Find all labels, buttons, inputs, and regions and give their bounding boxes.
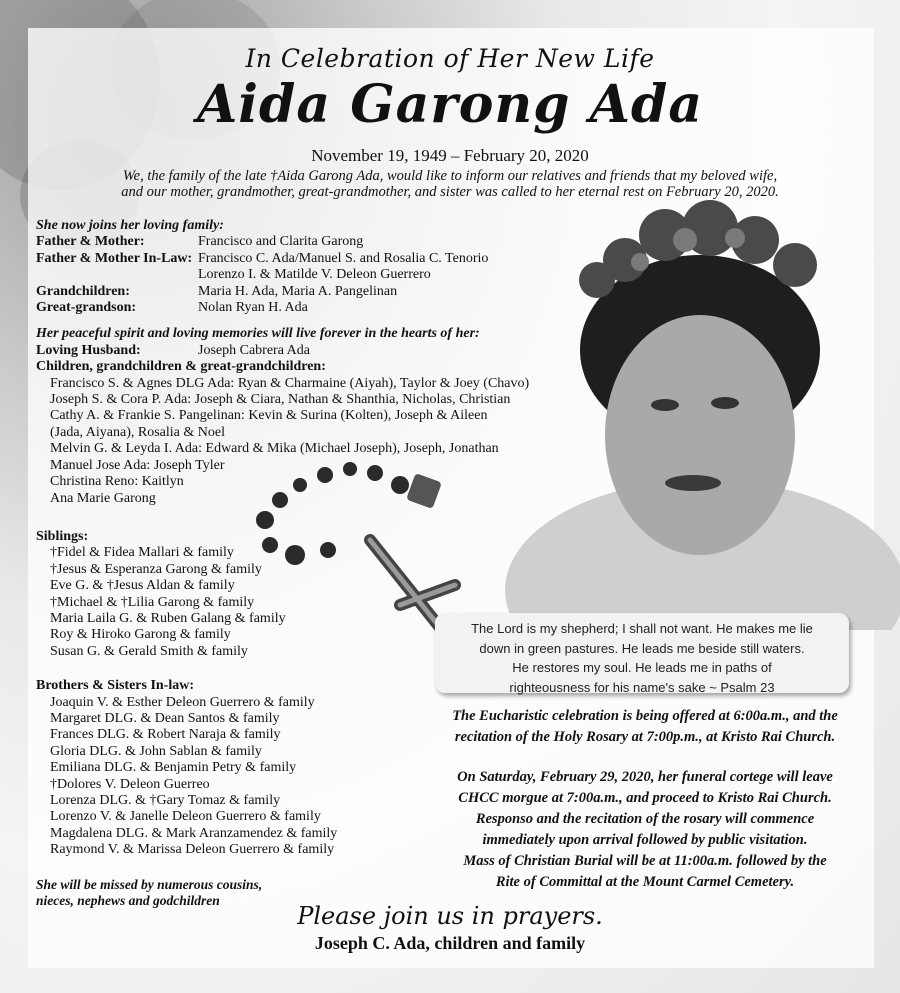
please-join-text: Please join us in prayers. (297, 902, 603, 930)
funeral-info (420, 767, 870, 893)
family-row (36, 267, 556, 283)
family-value: Francisco C. Ada/Manuel S. and Rosalia C. Tenorio (198, 250, 489, 266)
psalm-quote-box (435, 613, 849, 693)
list-item: Melvin G. & Leyda I. Ada: Edward & Mika (Michael Joseph), Joseph, Jonathan (50, 441, 499, 457)
list-item: †Fidel & Fidea Mallari & family (50, 545, 234, 561)
list-item: Roy & Hiroko Garong & family (50, 627, 231, 643)
mass-line: recitation of the Holy Rosary at 7:00p.m., at Kristo Rai Church. (454, 729, 836, 745)
husband-row (36, 343, 556, 359)
family-label: Father & Mother In-Law: (36, 250, 193, 266)
family-row (36, 234, 556, 250)
list-item: Lorenzo V. & Janelle Deleon Guerrero & family (50, 809, 321, 825)
inlaws-heading: Brothers & Sisters In-law: (36, 678, 195, 694)
quote-line: righteousness for his name's sake ~ Psalm 23 (509, 679, 775, 695)
quote-line: down in green pastures. He leads me beside still waters. (479, 640, 805, 656)
family-value: Nolan Ryan H. Ada (198, 300, 308, 316)
list-item: Gloria DLG. & John Sablan & family (50, 743, 262, 759)
intro-line: We, the family of the late †Aida Garong Ada, would like to inform our relatives and friends that my beloved wife, (122, 168, 778, 184)
list-item: Margaret DLG. & Dean Santos & family (50, 710, 280, 726)
quote-line: The Lord is my shepherd; I shall not want. He makes me lie (471, 621, 813, 636)
family-value: Maria H. Ada, Maria A. Pangelinan (198, 283, 398, 299)
list-item: Emiliana DLG. & Benjamin Petry & family (50, 760, 297, 776)
list-item: Raymond V. & Marissa Deleon Guerrero & family (50, 842, 335, 858)
mass-line: The Eucharistic celebration is being offered at 6:00a.m., and the (452, 708, 838, 724)
family-row (36, 300, 556, 316)
list-item: Joseph S. & Cora P. Ada: Joseph & Ciara, Nathan & Shanthia, Nicholas, Christian (50, 392, 511, 408)
deceased-name: Aida Garong Ada (196, 74, 704, 135)
quote-line: He restores my soul. He leads me in paths of (512, 660, 772, 675)
signoff: Joseph C. Ada, children and family (314, 933, 586, 953)
intro-text (0, 168, 900, 200)
family-label (36, 267, 198, 283)
supertitle: In Celebration of Her New Life (245, 44, 655, 73)
list-item: Magdalena DLG. & Mark Aranzamendez & family (50, 825, 338, 841)
list-item: Susan G. & Gerald Smith & family (50, 643, 248, 659)
siblings-heading: Siblings: (36, 528, 89, 544)
list-item: Lorenza DLG. & †Gary Tomaz & family (50, 793, 281, 808)
family-label: Grandchildren: (36, 283, 130, 299)
funeral-line: CHCC morgue at 7:00a.m., and proceed to Kristo Rai Church. (458, 790, 832, 806)
list-item: Cathy A. & Frankie S. Pangelinan: Kevin & Surina (Kolten), Joseph & Aileen (50, 408, 488, 424)
memories-heading: Her peaceful spirit and loving memories will live forever in the hearts of her: (36, 326, 480, 342)
funeral-line: Rite of Committal at the Mount Carmel Cemetery. (495, 874, 795, 890)
list-item: Manuel Jose Ada: Joseph Tyler (50, 457, 225, 473)
family-heading: She now joins her loving family: (36, 218, 224, 233)
mass-info (420, 706, 870, 748)
list-item: Maria Laila G. & Ruben Galang & family (50, 610, 286, 626)
funeral-line: immediately upon arrival followed by public visitation. (482, 832, 808, 848)
list-item: Frances DLG. & Robert Naraja & family (50, 727, 281, 743)
portrait-photo (505, 200, 900, 630)
missed-line: She will be missed by numerous cousins, (36, 876, 263, 892)
husband-label: Loving Husband: (36, 342, 141, 358)
family-label: Father & Mother: (36, 234, 145, 250)
list-item: (Jada, Aiyana), Rosalia & Noel (50, 424, 225, 440)
family-label: Great-grandson: (36, 300, 137, 316)
family-value: Francisco and Clarita Garong (198, 234, 364, 250)
list-item: †Michael & †Lilia Garong & family (50, 594, 255, 610)
list-item: Francisco S. & Agnes DLG Ada: Ryan & Charmaine (Aiyah), Taylor & Joey (Chavo) (50, 375, 530, 391)
list-item: †Dolores V. Deleon Guerreo (50, 776, 210, 792)
funeral-line: Mass of Christian Burial will be at 11:00a.m. followed by the (463, 853, 827, 869)
funeral-line: Responso and the recitation of the rosary will commence (475, 811, 815, 827)
list-item: †Jesus & Esperanza Garong & family (50, 561, 262, 577)
list-item: Ana Marie Garong (50, 490, 156, 506)
funeral-line: On Saturday, February 29, 2020, her funeral cortege will leave (457, 769, 833, 785)
list-item: Christina Reno: Kaitlyn (50, 474, 184, 490)
husband-name: Joseph Cabrera Ada (198, 342, 310, 358)
family-row (36, 251, 556, 267)
intro-line: and our mother, grandmother, great-grandmother, and sister was called to her eternal rest on February 20, 2020. (121, 184, 779, 200)
missed-line: nieces, nephews and godchildren (36, 893, 220, 909)
family-value: Lorenzo I. & Matilde V. Deleon Guerrero (198, 267, 431, 283)
life-dates: November 19, 1949 – February 20, 2020 (311, 146, 589, 165)
list-item: Joaquin V. & Esther Deleon Guerrero & family (50, 694, 315, 710)
list-item: Eve G. & †Jesus Aldan & family (50, 578, 235, 594)
family-row (36, 284, 556, 300)
children-heading: Children, grandchildren & great-grandchildren: (36, 359, 326, 375)
